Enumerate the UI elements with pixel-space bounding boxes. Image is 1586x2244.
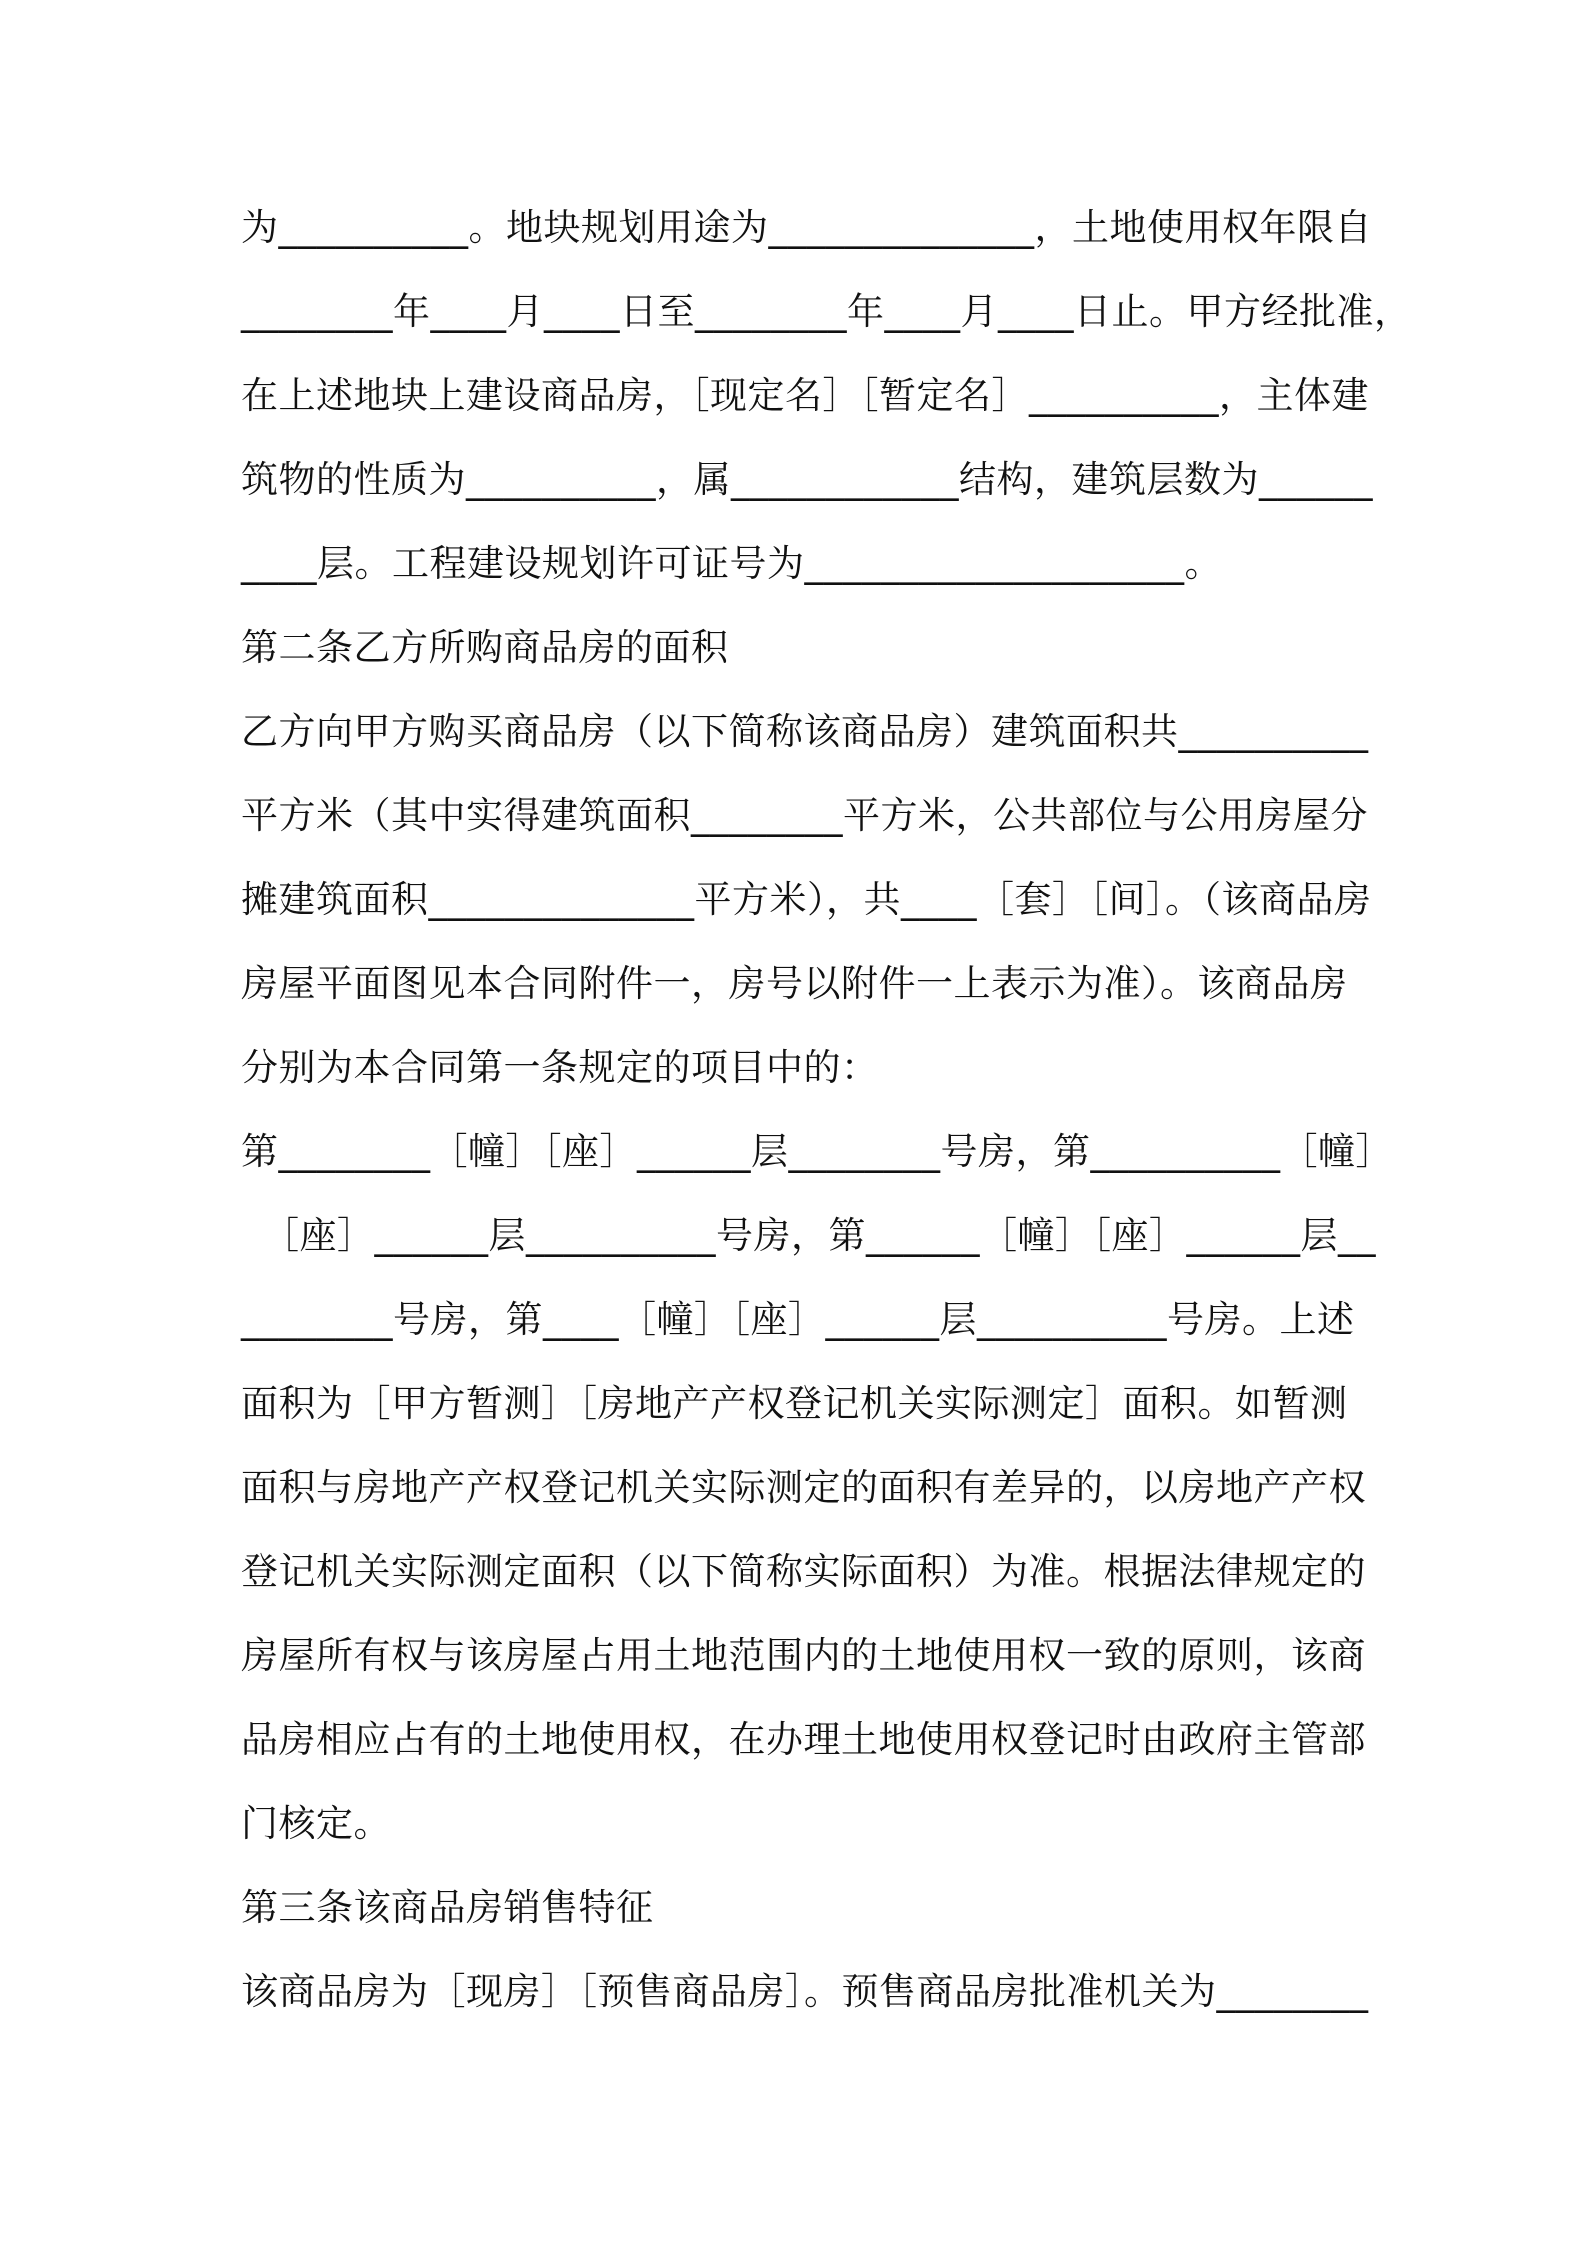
text-line-3: 在上述地块上建设商品房，［现定名］［暂定名］__________，主体建 xyxy=(241,374,1369,417)
text-line-11: 分别为本合同第一条规定的项目中的： xyxy=(241,1046,879,1089)
text-line-12: 第________［幢］［座］______层________号房，第__________［幢］ xyxy=(241,1130,1393,1173)
text-line-17: 登记机关实际测定面积（以下简称实际面积）为准。根据法律规定的 xyxy=(241,1550,1366,1593)
text-line-13: ［座］______层__________号房，第______［幢］［座］______层__ xyxy=(262,1214,1376,1257)
text-line-15: 面积为［甲方暂测］［房地产产权登记机关实际测定］面积。如暂测 xyxy=(241,1382,1348,1425)
text-line-9: 摊建筑面积______________平方米），共____［套］［间］。（该商品房 xyxy=(241,878,1372,921)
text-line-20: 门核定。 xyxy=(241,1802,391,1845)
text-line-8: 平方米（其中实得建筑面积________平方米，公共部位与公用房屋分 xyxy=(241,794,1368,837)
text-line-7: 乙方向甲方购买商品房（以下简称该商品房）建筑面积共__________ xyxy=(241,710,1369,753)
text-line-22: 该商品房为［现房］［预售商品房］。预售商品房批准机关为________ xyxy=(241,1970,1369,2013)
text-line-14: ________号房，第____［幢］［座］______层__________号房。上述 xyxy=(241,1298,1355,1341)
text-line-10: 房屋平面图见本合同附件一，房号以附件一上表示为准）。该商品房 xyxy=(241,962,1348,1005)
text-line-1: 为__________。地块规划用途为______________，土地使用权年限自 xyxy=(241,206,1372,249)
text-line-19: 品房相应占有的土地使用权，在办理土地使用权登记时由政府主管部 xyxy=(241,1718,1366,1761)
text-line-2: ________年____月____日至________年____月____日止。甲方经批准， xyxy=(241,290,1412,333)
section-heading-2: 第二条乙方所购商品房的面积 xyxy=(241,626,729,669)
section-heading-3: 第三条该商品房销售特征 xyxy=(241,1886,654,1929)
text-line-4: 筑物的性质为__________，属____________结构，建筑层数为______ xyxy=(241,458,1373,501)
text-line-18: 房屋所有权与该房屋占用土地范围内的土地使用权一致的原则，该商 xyxy=(241,1634,1366,1677)
text-line-5: ____层。工程建设规划许可证号为____________________。 xyxy=(241,542,1222,585)
text-line-16: 面积与房地产产权登记机关实际测定的面积有差异的，以房地产产权 xyxy=(241,1466,1366,1509)
